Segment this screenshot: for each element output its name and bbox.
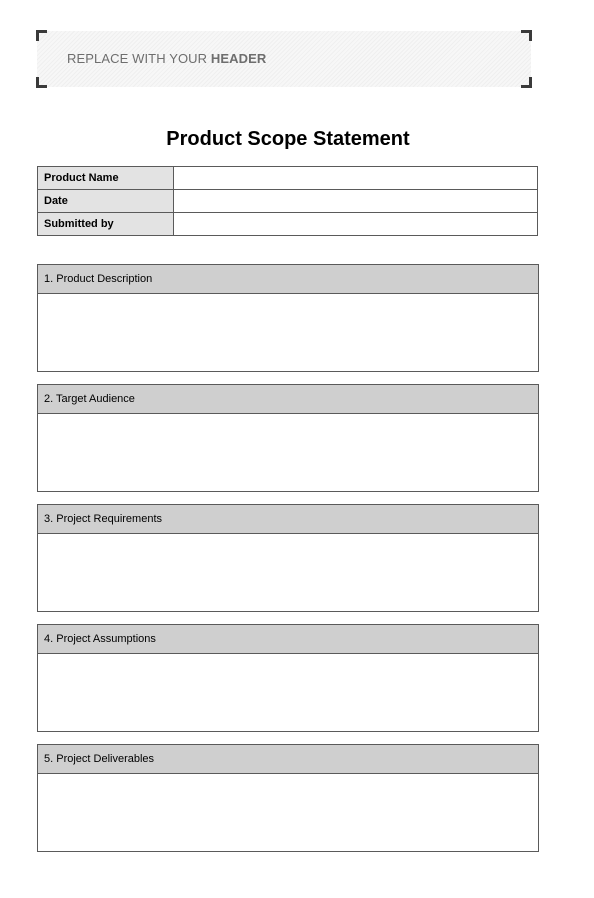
- header-text-bold: HEADER: [210, 51, 267, 66]
- section-project-assumptions: [37, 624, 539, 732]
- info-row-submitted-by: [38, 213, 538, 236]
- corner-bracket-bottom-left: [36, 77, 47, 88]
- section-heading: 1. Product Description: [38, 265, 538, 294]
- date-label: Date: [38, 190, 174, 213]
- corner-bracket-top-left: [36, 30, 47, 41]
- section-heading: 3. Project Requirements: [38, 505, 538, 534]
- section-heading: 4. Project Assumptions: [38, 625, 538, 654]
- product-name-field[interactable]: [174, 167, 538, 190]
- section-body-field[interactable]: [38, 534, 538, 611]
- corner-bracket-bottom-right: [521, 77, 532, 88]
- section-heading: 2. Target Audience: [38, 385, 538, 414]
- submitted-by-label: Submitted by: [38, 213, 174, 236]
- section-product-description: [37, 264, 539, 372]
- info-row-date: [38, 190, 538, 213]
- section-heading: 5. Project Deliverables: [38, 745, 538, 774]
- section-body-field[interactable]: [38, 294, 538, 371]
- corner-bracket-top-right: [521, 30, 532, 41]
- section-body-field[interactable]: [38, 654, 538, 731]
- section-body-field[interactable]: [38, 774, 538, 851]
- document-title: Product Scope Statement: [166, 128, 410, 150]
- section-target-audience: [37, 384, 539, 492]
- date-field[interactable]: [174, 190, 538, 213]
- info-row-product-name: [38, 167, 538, 190]
- section-project-requirements: [37, 504, 539, 612]
- header-placeholder[interactable]: [37, 31, 531, 87]
- section-project-deliverables: [37, 744, 539, 852]
- header-text: [67, 51, 266, 66]
- header-text-prefix: REPLACE WITH YOUR: [67, 51, 211, 66]
- product-name-label: Product Name: [38, 167, 174, 190]
- section-body-field[interactable]: [38, 414, 538, 491]
- info-table: [37, 166, 538, 236]
- submitted-by-field[interactable]: [174, 213, 538, 236]
